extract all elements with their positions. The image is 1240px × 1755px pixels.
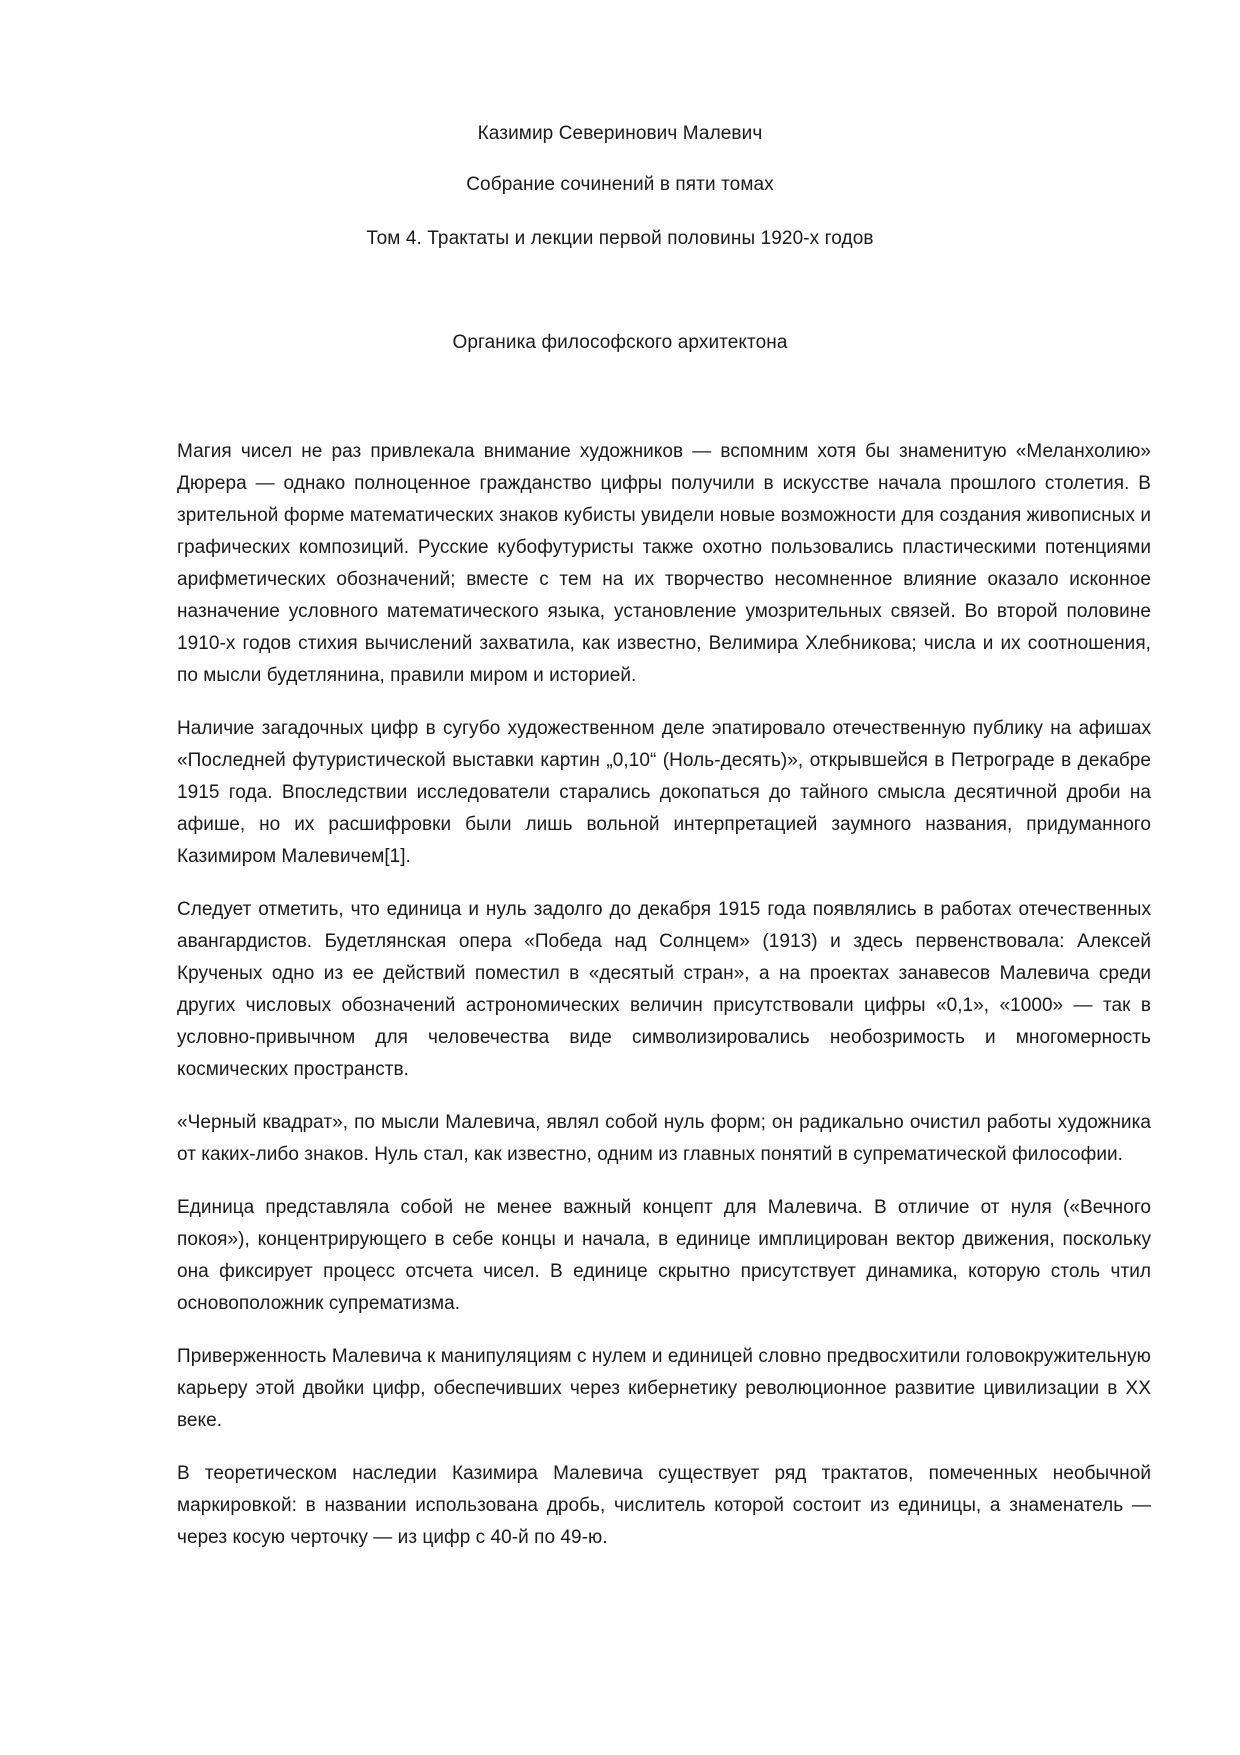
author-name: Казимир Северинович Малевич	[477, 123, 763, 144]
paragraph: В теоретическом наследии Казимира Малевича существует ряд трактатов, помеченных необычной маркировкой: в названии использована дробь, числитель которой состоит из единицы, а знаменатель — через косую черточку — из цифр с 40-й по 49-ю.	[177, 1463, 1151, 1548]
paragraph: «Черный квадрат», по мысли Малевича, являл собой нуль форм; он радикально очистил работы художника от каких-либо знаков. Нуль стал, как известно, одним из главных понятий в супрематической философии.	[177, 1112, 1151, 1165]
article-body	[177, 436, 1151, 1575]
article-title: Органика философского архитектона	[452, 332, 788, 353]
paragraph: Следует отметить, что единица и нуль задолго до декабря 1915 года появлялись в работах отечественных авангардистов. Будетлянская опера «Победа над Солнцем» (1913) и здесь первенствовала: Алексей Крученых одно из ее действий поместил в «десятый стран», а на проектах занавесов Малевича среди других числовых обозначений астрономических величин присутствовали цифры «0,1», «1000» — так в условно-привычном для человечества виде символизировались необозримость и многомерность космических пространств.	[177, 899, 1151, 1080]
paragraph: Единица представляла собой не менее важный концепт для Малевича. В отличие от нуля («Вечного покоя»), концентрирующего в себе концы и начала, в единице имплицирован вектор движения, поскольку она фиксирует процесс отсчета чисел. В единице скрытно присутствует динамика, которую столь чтил основоположник супрематизма.	[177, 1197, 1151, 1314]
collection-title: Собрание сочинений в пяти томах	[466, 174, 774, 195]
paragraph: Приверженность Малевича к манипуляциям с нулем и единицей словно предвосхитили головокружительную карьеру этой двойки цифр, обеспечивших через кибернетику революционное развитие цивилизации в XX веке.	[177, 1346, 1151, 1431]
paragraph: Магия чисел не раз привлекала внимание художников — вспомним хотя бы знаменитую «Меланхолию» Дюрера — однако полноценное гражданство цифры получили в искусстве начала прошлого столетия. В зрительной форме математических знаков кубисты увидели новые возможности для создания живописных и графических композиций. Русские кубофутуристы также охотно пользовались пластическими потенциями арифметических обозначений; вместе с тем на их творчество несомненное влияние оказало исконное назначение условного математического языка, установление умозрительных связей. Во второй половине 1910-х годов стихия вычислений захватила, как известно, Велимира Хлебникова; числа и их соотношения, по мысли будетлянина, правили миром и историей.	[177, 441, 1151, 686]
paragraph: Наличие загадочных цифр в сугубо художественном деле эпатировало отечественную публику на афишах «Последней футуристической выставки картин „0,10“ (Ноль-десять)», открывшейся в Петрограде в декабре 1915 года. Впоследствии исследователи старались докопаться до тайного смысла десятичной дроби на афише, но их расшифровки были лишь вольной интерпретацией заумного названия, придуманного Казимиром Малевичем[1].	[177, 718, 1151, 867]
volume-title: Том 4. Трактаты и лекции первой половины 1920-х годов	[366, 228, 874, 249]
